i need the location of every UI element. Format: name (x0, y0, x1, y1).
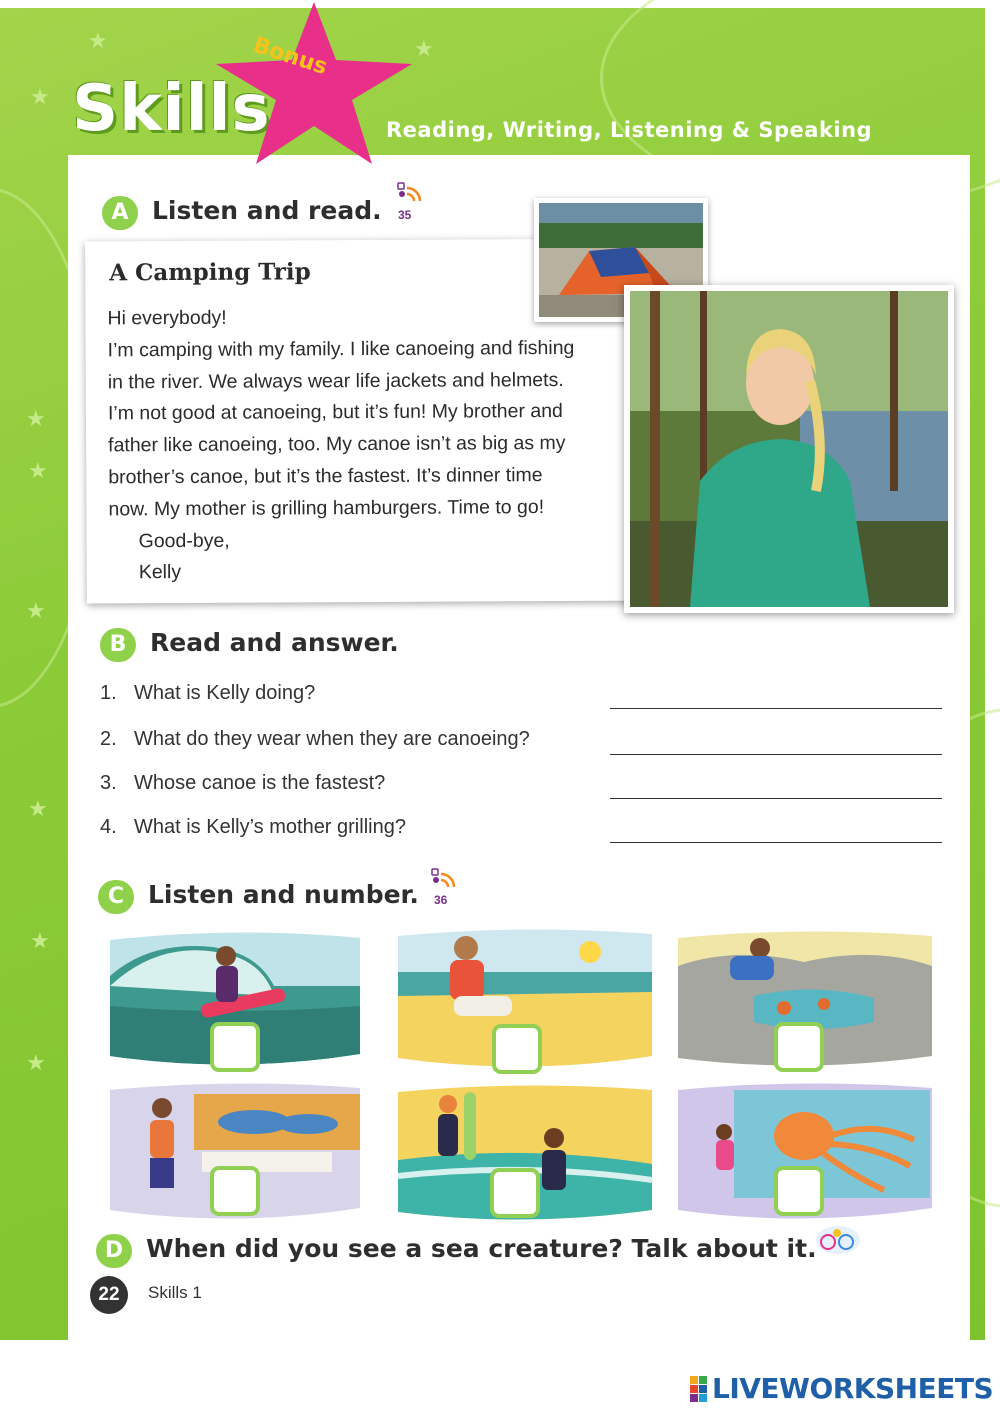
background-star-icon: ★ (30, 84, 50, 109)
answer-box[interactable] (210, 1022, 260, 1072)
girl-photo (624, 285, 954, 613)
section-d-title: When did you see a sea creature? Talk about it. (146, 1234, 817, 1263)
audio-track-number: 35 (398, 208, 412, 222)
bonus-badge: Bonus (250, 32, 331, 81)
story-line: brother’s canoe, but it’s the fastest. It’s dinner time (108, 464, 543, 489)
story-line: in the river. We always wear life jackets and helmets. (107, 368, 564, 393)
background-star-icon: ★ (28, 458, 48, 483)
section-c-marker: C (98, 880, 134, 914)
story-title: A Camping Trip (109, 258, 311, 287)
page-title: Skills (72, 72, 271, 146)
background-star-icon: ★ (414, 36, 434, 61)
question-row (100, 682, 942, 714)
answer-box[interactable] (490, 1168, 540, 1218)
section-a-title: Listen and read. (152, 196, 382, 225)
story-line: I’m camping with my family. I like canoeing and fishing (107, 336, 575, 362)
story-closing: Good-bye, (138, 529, 230, 552)
question-number: 3. (100, 772, 117, 794)
answer-line[interactable] (610, 842, 942, 843)
story-line: I’m not good at canoeing, but it’s fun! My brother and (107, 400, 563, 425)
background-star-icon: ★ (26, 406, 46, 431)
liveworksheets-logo-icon (690, 1374, 708, 1404)
question-text: Whose canoe is the fastest? (134, 772, 386, 794)
story-line: now. My mother is grilling hamburgers. Time to go! (108, 495, 545, 521)
scene-tide-pool (674, 926, 936, 1076)
story-line: Hi everybody! (107, 306, 227, 330)
scene-surfing (104, 926, 366, 1076)
section-b-marker: B (100, 628, 136, 662)
answer-line[interactable] (610, 798, 942, 799)
scene-octopus-aquarium (674, 1080, 936, 1230)
page-subtitle: Reading, Writing, Listening & Speaking (386, 118, 873, 142)
scene-beach-picnic (394, 926, 656, 1076)
background-star-icon: ★ (30, 928, 50, 953)
story-line: father like canoeing, too. My canoe isn’t as big as my (108, 432, 566, 457)
question-number: 1. (100, 682, 117, 704)
story-text (107, 301, 653, 590)
background-star-icon: ★ (88, 28, 108, 53)
question-number: 4. (100, 816, 117, 838)
audio-track-number: 36 (434, 893, 448, 907)
bonus-star-icon (216, 2, 412, 164)
background-star-icon: ★ (26, 1050, 46, 1075)
question-row (100, 816, 942, 848)
answer-box[interactable] (774, 1166, 824, 1216)
section-a-marker: A (102, 196, 138, 230)
speaking-icon (814, 1224, 862, 1260)
watermark-text: LIVEWORKSHEETS (712, 1372, 994, 1405)
scene-whale-exhibit (104, 1080, 366, 1230)
answer-line[interactable] (610, 708, 942, 709)
question-text: What do they wear when they are canoeing? (134, 728, 530, 750)
page-label: Skills 1 (148, 1283, 202, 1302)
background-star-icon: ★ (26, 598, 46, 623)
question-row (100, 772, 942, 804)
scene-beach-surfboard (394, 1080, 656, 1230)
answer-line[interactable] (610, 754, 942, 755)
answer-box[interactable] (210, 1166, 260, 1216)
story-signature: Kelly (138, 561, 182, 584)
answer-box[interactable] (492, 1024, 542, 1074)
answer-box[interactable] (774, 1022, 824, 1072)
section-d-marker: D (96, 1234, 132, 1268)
background-star-icon: ★ (28, 796, 48, 821)
section-c-title: Listen and number. (148, 880, 419, 909)
question-text: What is Kelly doing? (134, 682, 316, 704)
page-number: 22 (90, 1276, 128, 1314)
question-text: What is Kelly’s mother grilling? (134, 816, 406, 838)
question-number: 2. (100, 728, 117, 750)
section-b-title: Read and answer. (150, 628, 399, 657)
question-row (100, 728, 942, 760)
